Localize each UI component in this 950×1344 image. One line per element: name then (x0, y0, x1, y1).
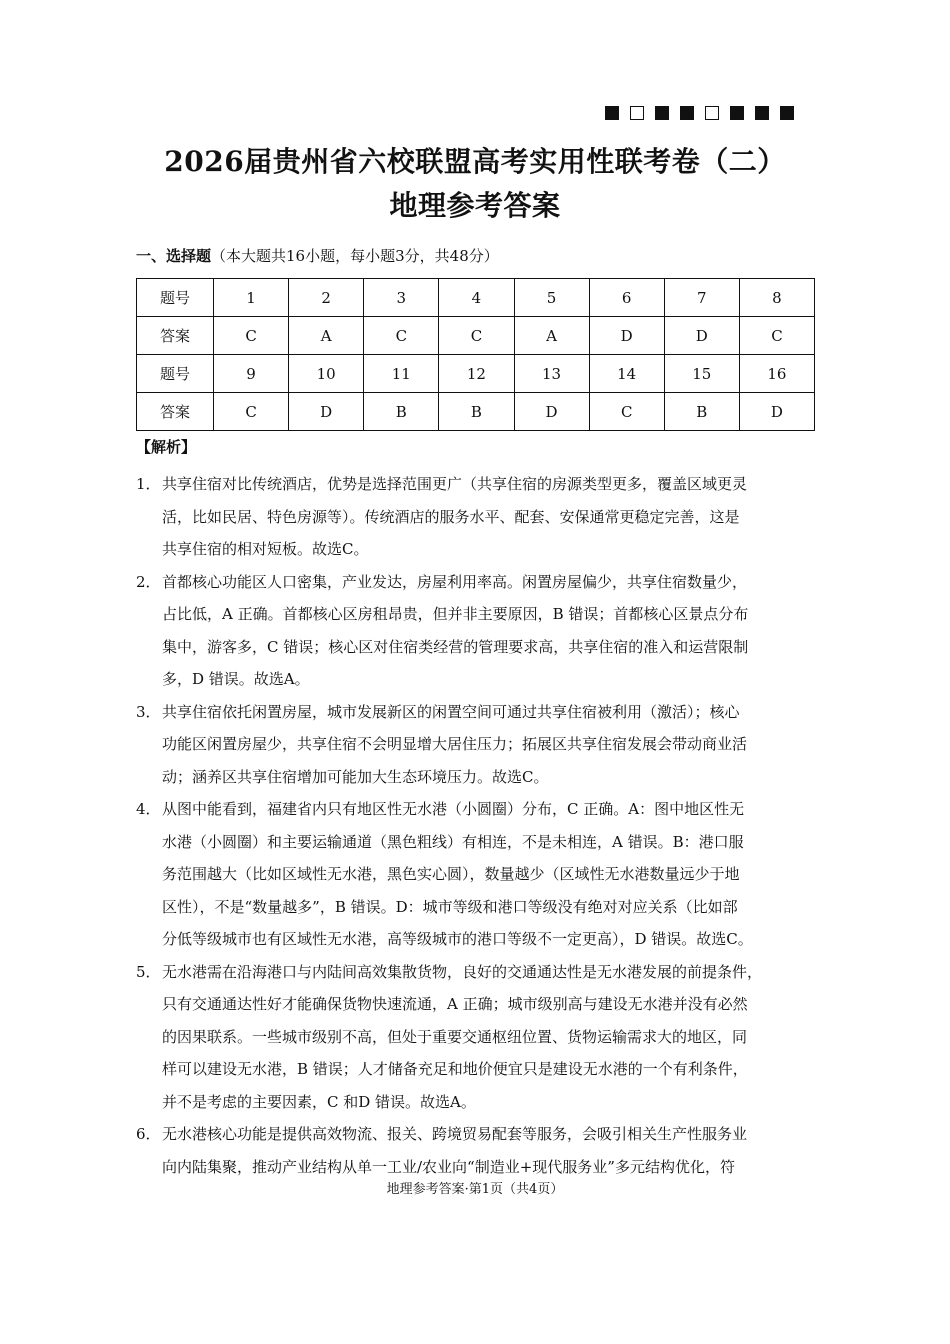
item-text-line: 无水港核心功能是提供高效物流、报关、跨境贸易配套等服务，会吸引相关生产性服务业 (162, 1125, 748, 1143)
section-label: 一、选择题 (136, 247, 212, 265)
item-text-line: 的因果联系。一些城市级别不高，但处于重要交通枢纽位置、货物运输需求大的地区，同 (162, 1027, 748, 1046)
analysis-item (136, 566, 816, 696)
row-header-cell: 答案 (137, 317, 214, 355)
item-text-line: 活，比如民居、特色房源等）。传统酒店的服务水平、配套、安保通常更稳定完善，这是 (162, 507, 740, 526)
answer-cell: 3 (364, 279, 439, 317)
item-number: 4． (136, 800, 161, 818)
item-text-line: 集中，游客多，C 错误；核心区对住宿类经营的管理要求高，共享住宿的准入和运营限制 (162, 637, 749, 656)
item-text-line: 占比低，A 正确。首都核心区房租昂贵，但并非主要原因，B 错误；首都核心区景点分布 (162, 605, 749, 623)
row-header-cell: 题号 (137, 279, 214, 317)
marker-square (605, 106, 619, 120)
item-number: 1． (136, 475, 161, 493)
answer-cell: 7 (664, 279, 739, 317)
answer-table (136, 278, 815, 431)
answer-cell: C (364, 317, 439, 355)
item-text-line: 共享住宿的相对短板。故选C。 (162, 540, 369, 558)
item-text (162, 468, 816, 566)
analysis-heading: 【解析】 (136, 438, 197, 456)
answer-cell: 10 (289, 355, 364, 393)
analysis-item (136, 793, 816, 956)
analysis-item (136, 468, 816, 566)
answer-cell: B (664, 393, 739, 431)
item-text-line: 共享住宿对比传统酒店，优势是选择范围更广（共享住宿的房源类型更多，覆盖区域更灵 (162, 475, 748, 493)
analysis-item (136, 1118, 816, 1183)
item-text-line: 无水港需在沿海港口与内陆间高效集散货物，良好的交通通达性是无水港发展的前提条件， (162, 962, 763, 981)
marker-square (655, 106, 669, 120)
answer-cell: 16 (739, 355, 814, 393)
exam-title: 2026届贵州省六校联盟高考实用性联考卷（二） (164, 145, 786, 178)
item-text-line: 只有交通通达性好才能确保货物快速流通，A 正确；城市级别高与建设无水港并没有必然 (162, 995, 748, 1013)
answer-cell: B (439, 393, 514, 431)
section-note: （本大题共16小题，每小题3分，共48分） (211, 247, 499, 265)
row-header-cell: 答案 (137, 393, 214, 431)
item-text-line: 分低等级城市也有区域性无水港，高等级城市的港口等级不一定更高），D 错误。故选C。 (162, 930, 753, 948)
answer-cell: 8 (739, 279, 814, 317)
item-text (162, 793, 816, 956)
answer-cell: 14 (589, 355, 664, 393)
answer-cell: D (289, 393, 364, 431)
answer-cell: A (514, 317, 589, 355)
item-text-line: 向内陆集聚，推动产业结构从单一工业/农业向“制造业+现代服务业”多元结构优化，符 (162, 1157, 735, 1176)
answer-table-row (137, 317, 815, 355)
item-text-line: 样可以建设无水港，B 错误；人才储备充足和地价便宜只是建设无水港的一个有利条件， (162, 1060, 748, 1078)
answer-table-row (137, 355, 815, 393)
answer-cell: 12 (439, 355, 514, 393)
answer-cell: 13 (514, 355, 589, 393)
answer-cell: C (739, 317, 814, 355)
item-text-line: 动；涵养区共享住宿增加可能加大生态环境压力。故选C。 (162, 767, 549, 786)
answer-cell: D (739, 393, 814, 431)
marker-square (705, 106, 719, 120)
marker-square (730, 106, 744, 120)
item-text-line: 区性），不是“数量越多”，B 错误。D：城市等级和港口等级没有绝对对应关系（比如部 (162, 897, 738, 916)
answer-cell: D (514, 393, 589, 431)
item-text-line: 多，D 错误。故选A。 (162, 670, 310, 688)
answer-cell: D (664, 317, 739, 355)
answer-cell: 1 (214, 279, 289, 317)
item-text (162, 956, 816, 1119)
answer-cell: C (589, 393, 664, 431)
item-text-line: 从图中能看到，福建省内只有地区性无水港（小圆圈）分布，C 正确。A：图中地区性无 (162, 800, 745, 818)
answer-cell: C (439, 317, 514, 355)
answer-cell: 9 (214, 355, 289, 393)
answer-table-row (137, 393, 815, 431)
answer-title: 地理参考答案 (389, 189, 561, 222)
answer-cell: 11 (364, 355, 439, 393)
answer-cell: C (214, 317, 289, 355)
analysis-item (136, 696, 816, 794)
section-heading (136, 245, 499, 266)
item-number: 5． (136, 962, 161, 981)
item-text-line: 共享住宿依托闲置房屋，城市发展新区的闲置空间可通过共享住宿被利用（激活）；核心 (162, 702, 740, 721)
answer-cell: 15 (664, 355, 739, 393)
answer-cell: 4 (439, 279, 514, 317)
answer-cell: 6 (589, 279, 664, 317)
analysis-item (136, 956, 816, 1119)
answer-table-row (137, 279, 815, 317)
marker-square (680, 106, 694, 120)
answer-cell: A (289, 317, 364, 355)
answer-cell: 2 (289, 279, 364, 317)
registration-markers (605, 106, 794, 120)
item-text (162, 1118, 816, 1183)
item-text-line: 并不是考虑的主要因素，C 和D 错误。故选A。 (162, 1092, 476, 1111)
marker-square (630, 106, 644, 120)
page-footer: 地理参考答案·第1页（共4页） (386, 1182, 564, 1197)
item-number: 3． (136, 702, 161, 721)
item-number: 6． (136, 1125, 161, 1143)
item-text-line: 首都核心功能区人口密集，产业发达，房屋利用率高。闲置房屋偏少，共享住宿数量少， (162, 572, 748, 591)
answer-cell: D (589, 317, 664, 355)
item-text-line: 务范围越大（比如区域性无水港，黑色实心圆），数量越少（区域性无水港数量远少于地 (162, 865, 740, 883)
row-header-cell: 题号 (137, 355, 214, 393)
item-text (162, 566, 816, 696)
item-number: 2． (136, 572, 161, 591)
analysis-list (136, 468, 816, 1183)
marker-square (780, 106, 794, 120)
answer-cell: B (364, 393, 439, 431)
item-text (162, 696, 816, 794)
answer-cell: C (214, 393, 289, 431)
item-text-line: 水港（小圆圈）和主要运输通道（黑色粗线）有相连，不是未相连，A 错误。B：港口服 (162, 832, 744, 851)
item-text-line: 功能区闲置房屋少，共享住宿不会明显增大居住压力；拓展区共享住宿发展会带动商业活 (162, 735, 748, 753)
marker-square (755, 106, 769, 120)
answer-cell: 5 (514, 279, 589, 317)
